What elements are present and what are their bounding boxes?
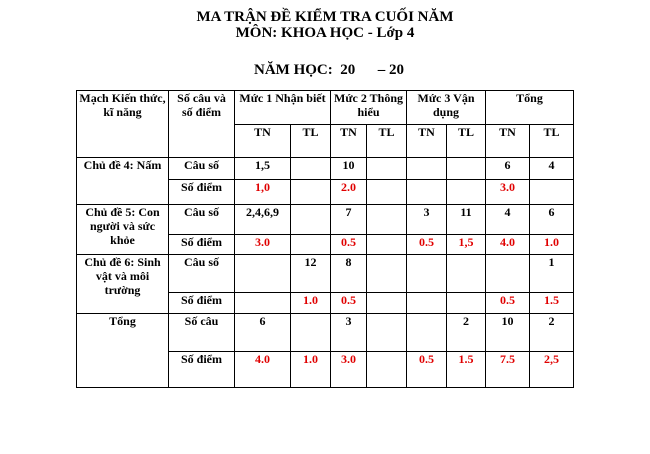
subject-line: MÔN: KHOA HỌC - Lớp 4 [235,25,415,41]
count-cell [367,255,407,293]
count-cell: 10 [331,158,367,180]
school-year: NĂM HỌC: 20 – 20 [254,62,404,78]
count-row [77,314,574,352]
score-cell: 4.0 [486,235,530,255]
score-label: Số điểm [169,293,235,314]
count-cell: 12 [291,255,331,293]
count-label: Số câu [169,314,235,352]
count-cell: 3 [331,314,367,352]
score-cell: 0.5 [331,235,367,255]
subheader-tl: TL [530,125,574,158]
score-cell: 0.5 [331,293,367,314]
score-label: Số điểm [169,180,235,205]
count-cell [235,255,291,293]
header-level-2: Mức 2 Thông hiểu [331,91,407,125]
topic-cell: Chủ đề 6: Sinh vật và môi trường [77,255,169,314]
score-cell [291,235,331,255]
score-cell: 1.0 [530,235,574,255]
topic-cell: Chủ đề 5: Con người và sức khỏe [77,205,169,255]
count-cell [367,314,407,352]
count-cell: 3 [407,205,447,235]
score-cell: 3.0 [331,352,367,388]
count-label: Câu số [169,255,235,293]
score-cell: 7.5 [486,352,530,388]
header-level-1: Mức 1 Nhận biết [235,91,331,125]
subheader-tn: TN [486,125,530,158]
score-cell: 1.5 [530,293,574,314]
header-total: Tổng [486,91,574,125]
count-cell [291,314,331,352]
count-cell: 1,5 [235,158,291,180]
count-cell [291,205,331,235]
score-cell: 0.5 [407,235,447,255]
subheader-tn: TN [407,125,447,158]
score-cell [447,180,486,205]
count-cell [407,314,447,352]
count-cell: 7 [331,205,367,235]
page-title: MA TRẬN ĐỀ KIỂM TRA CUỐI NĂM [196,9,454,25]
score-cell: 0.5 [486,293,530,314]
count-cell [447,255,486,293]
header-row [77,91,574,125]
count-cell: 2,4,6,9 [235,205,291,235]
count-cell: 2 [447,314,486,352]
count-cell: 10 [486,314,530,352]
header-items: Số câu và số điểm [169,91,235,158]
count-cell: 1 [530,255,574,293]
subheader-tl: TL [291,125,331,158]
subheader-tl: TL [367,125,407,158]
score-cell: 3.0 [486,180,530,205]
count-label: Câu số [169,205,235,235]
score-cell: 4.0 [235,352,291,388]
header-topic: Mạch Kiến thức, kĩ năng [77,91,169,158]
count-cell [407,255,447,293]
count-cell [367,158,407,180]
score-cell: 1.0 [291,293,331,314]
score-cell: 1.5 [447,352,486,388]
count-row [77,205,574,235]
score-cell [291,180,331,205]
score-label: Số điểm [169,352,235,388]
score-cell: 2.0 [331,180,367,205]
count-cell: 6 [235,314,291,352]
score-cell [367,352,407,388]
score-cell: 1,5 [447,235,486,255]
score-cell [367,180,407,205]
score-cell [235,293,291,314]
score-cell [367,235,407,255]
score-cell: 1.0 [291,352,331,388]
subheader-tl: TL [447,125,486,158]
subheader-tn: TN [331,125,367,158]
score-label: Số điểm [169,235,235,255]
topic-cell: Tổng [77,314,169,388]
score-cell: 0.5 [407,352,447,388]
count-cell: 4 [530,158,574,180]
count-cell: 11 [447,205,486,235]
score-cell: 3.0 [235,235,291,255]
score-cell: 2,5 [530,352,574,388]
header-level-3: Mức 3 Vận dụng [407,91,486,125]
count-cell [407,158,447,180]
test-matrix-table [76,90,574,388]
count-cell: 4 [486,205,530,235]
count-cell: 6 [530,205,574,235]
count-cell: 6 [486,158,530,180]
subheader-tn: TN [235,125,291,158]
score-cell [367,293,407,314]
score-cell [407,293,447,314]
score-cell [530,180,574,205]
count-row [77,158,574,180]
count-cell [447,158,486,180]
count-cell [291,158,331,180]
count-cell [486,255,530,293]
count-label: Câu số [169,158,235,180]
count-cell: 2 [530,314,574,352]
score-cell [407,180,447,205]
count-cell [367,205,407,235]
score-cell [447,293,486,314]
count-row [77,255,574,293]
score-cell: 1,0 [235,180,291,205]
topic-cell: Chủ đề 4: Nấm [77,158,169,205]
count-cell: 8 [331,255,367,293]
